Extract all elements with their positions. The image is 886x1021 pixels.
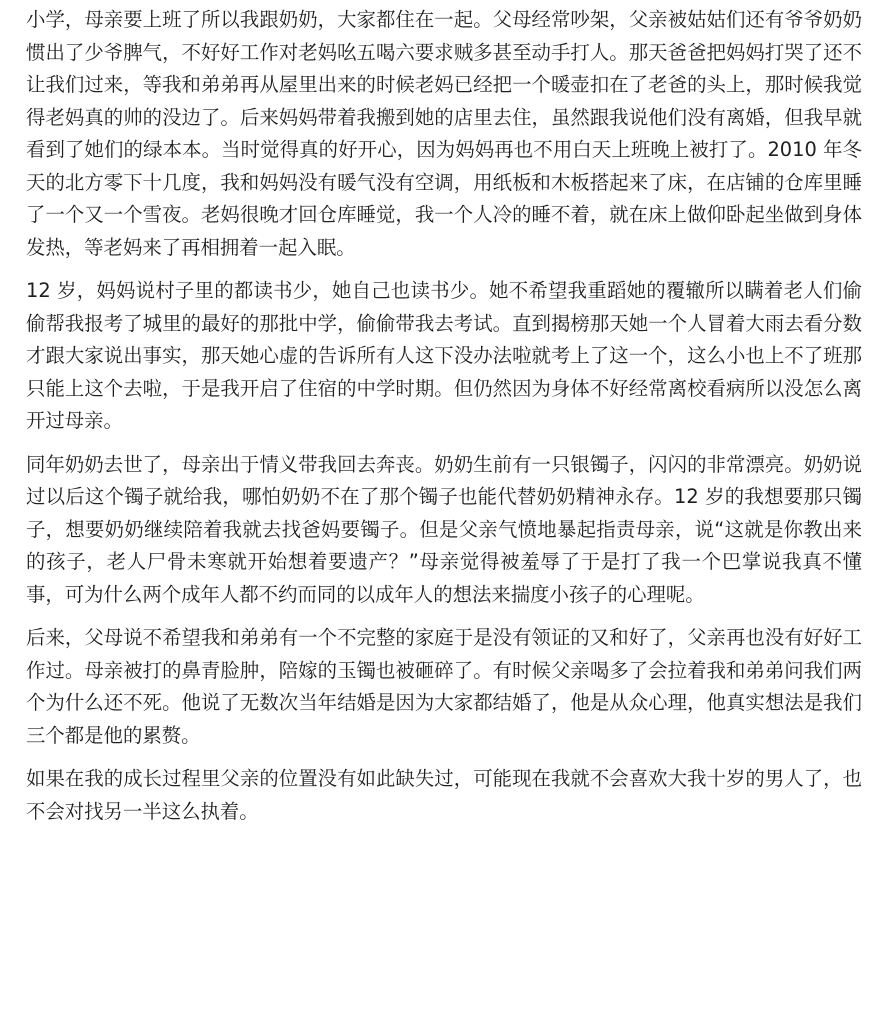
paragraph-reflection: 如果在我的成长过程里父亲的位置没有如此缺失过，可能现在我就不会喜欢大我十岁的男人了，也不会对找另一半这么执着。 bbox=[26, 767, 862, 823]
paragraph-childhood: 小学，母亲要上班了所以我跟奶奶，大家都住在一起。父母经常吵架，父亲被姑姑们还有爷爷奶奶惯出了少爷脾气，不好好工作对老妈吆五喝六要求贼多甚至动手打人。那天爸爸把妈妈打哭了还不让我们过来，等我和弟弟再从屋里出来的时候老妈已经把一个暖壶扣在了老爸的头上，那时候我觉得老妈真的帅的没边了。后来妈妈带着我搬到她的店里去住，虽然跟我说他们没有离婚，但我早就看到了她们的绿本本。当时觉得真的好开心，因为妈妈再也不用白天上班晚上被打了。2010 年冬天的北方零下十几度，我和妈妈没有暖气没有空调，用纸板和木板搭起来了床，在店铺的仓库里睡了一个又一个雪夜。老妈很晚才回仓库睡觉，我一个人冷的睡不着，就在床上做仰卧起坐做到身体发热，等老妈来了再相拥着一起入眠。 bbox=[26, 8, 862, 259]
paragraph-reconciliation: 后来，父母说不希望我和弟弟有一个不完整的家庭于是没有领证的又和好了，父亲再也没有好好工作过。母亲被打的鼻青脸肿，陪嫁的玉镯也被砸碎了。有时候父亲喝多了会拉着我和弟弟问我们两个为什么还不死。他说了无数次当年结婚是因为大家都结婚了，他是从众心理，他真实想法是我们三个都是他的累赘。 bbox=[26, 626, 862, 747]
article-body bbox=[26, 0, 862, 828]
paragraph-bracelet: 同年奶奶去世了，母亲出于情义带我回去奔丧。奶奶生前有一只银镯子，闪闪的非常漂亮。奶奶说过以后这个镯子就给我，哪怕奶奶不在了那个镯子也能代替奶奶精神永存。12 岁的我想要那只镯子，想要奶奶继续陪着我就去找爸妈要镯子。但是父亲气愤地暴起指责母亲，说“这就是你教出来的孩子，老人尸骨未寒就开始想着要遗产？”母亲觉得被羞辱了于是打了我一个巴掌说我真不懂事，可为什么两个成年人都不约而同的以成年人的想法来揣度小孩子的心理呢。 bbox=[26, 452, 862, 606]
paragraph-middle-school: 12 岁，妈妈说村子里的都读书少，她自己也读书少。她不希望我重蹈她的覆辙所以瞒着老人们偷偷帮我报考了城里的最好的那批中学，偷偷带我去考试。直到揭榜那天她一个人冒着大雨去看分数才跟大家说出事实，那天她心虚的告诉所有人这下没办法啦就考上了这一个，这么小也上不了班那只能上这个去啦，于是我开启了住宿的中学时期。但仍然因为身体不好经常离校看病所以没怎么离开过母亲。 bbox=[26, 279, 862, 432]
